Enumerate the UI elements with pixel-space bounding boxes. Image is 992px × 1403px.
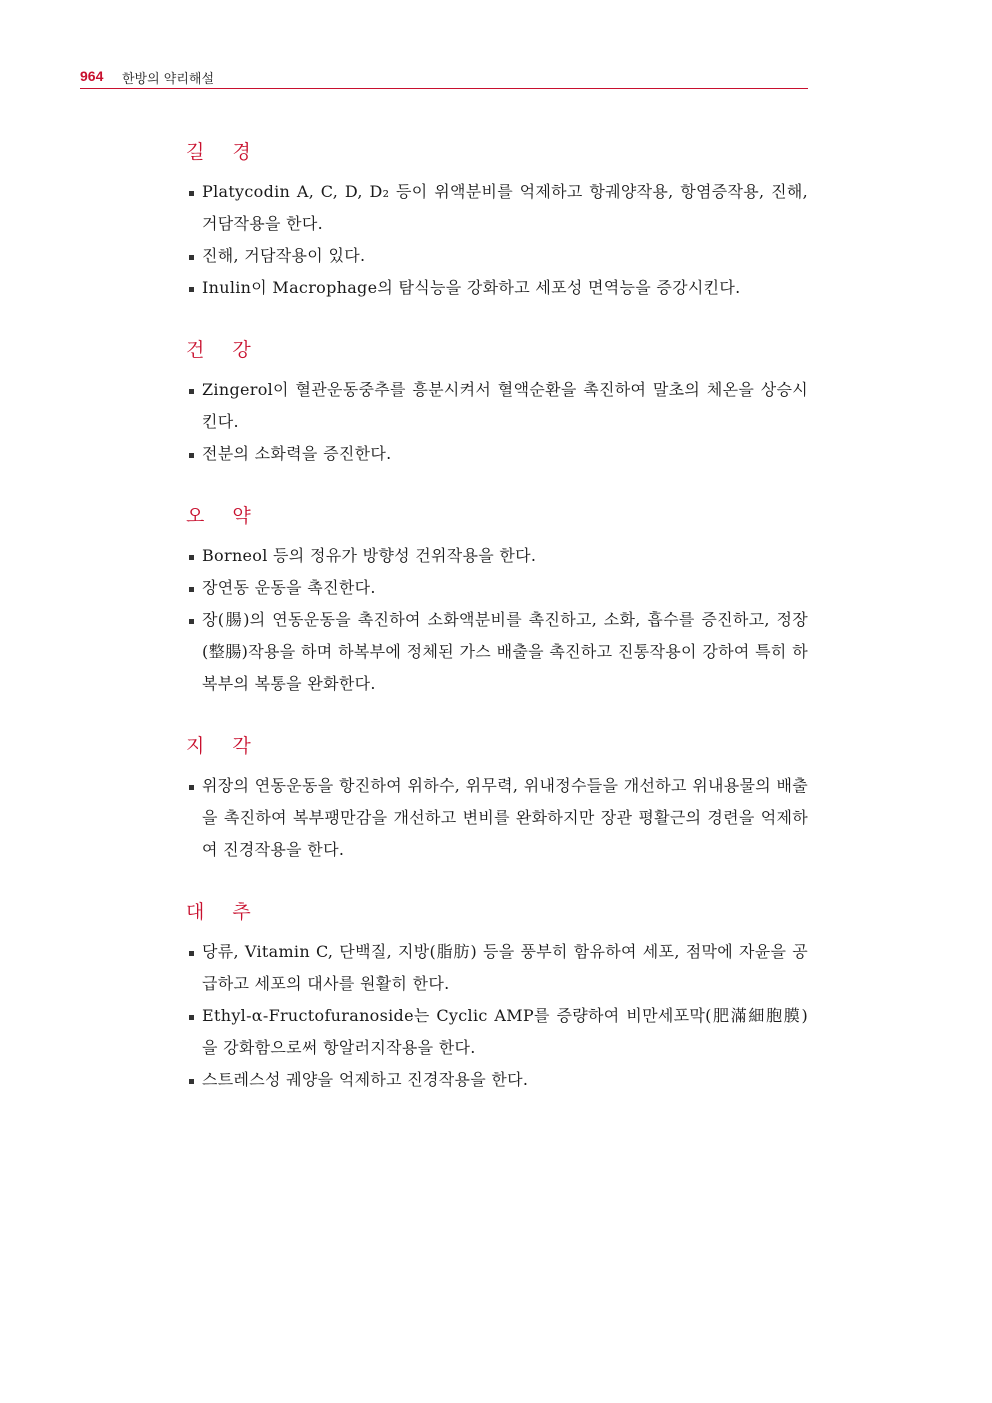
page-content [186,136,808,1126]
page-header [80,64,808,89]
section-gilgyeong [186,136,808,304]
page-number: 964 [80,68,104,84]
list-item: 진해, 거담작용이 있다. [186,240,808,272]
running-title: 한방의 약리해설 [122,72,215,87]
bullet-list [186,540,808,700]
bullet-list [186,374,808,470]
section-title: 오 약 [186,505,262,527]
bullet-list [186,770,808,866]
list-item: Inulin이 Macrophage의 탐식능을 강화하고 세포성 면역능을 증강시킨다. [186,272,808,304]
list-item: Ethyl-α-Fructofuranoside는 Cyclic AMP를 증량하여 비만세포막(肥滿細胞膜)을 강화함으로써 항알러지작용을 한다. [186,1000,808,1064]
list-item: 스트레스성 궤양을 억제하고 진경작용을 한다. [186,1064,808,1096]
list-item: Borneol 등의 정유가 방향성 건위작용을 한다. [186,540,808,572]
section-title: 지 각 [186,735,262,757]
list-item: 당류, Vitamin C, 단백질, 지방(脂肪) 등을 풍부히 함유하여 세포, 점막에 자윤을 공급하고 세포의 대사를 원활히 한다. [186,936,808,1000]
list-item: Platycodin A, C, D, D₂ 등이 위액분비를 억제하고 항궤양작용, 항염증작용, 진해, 거담작용을 한다. [186,176,808,240]
section-oyak [186,500,808,700]
list-item: 전분의 소화력을 증진한다. [186,438,808,470]
list-item: 장(腸)의 연동운동을 촉진하여 소화액분비를 촉진하고, 소화, 흡수를 증진하고, 정장(整腸)작용을 하며 하복부에 정체된 가스 배출을 촉진하고 진통작용이 강하여 특히 하복부의 복통을 완화한다. [186,604,808,700]
section-title: 대 추 [186,901,262,923]
section-jigak [186,730,808,866]
bullet-list [186,176,808,304]
section-title: 건 강 [186,339,262,361]
bullet-list [186,936,808,1096]
list-item: Zingerol이 혈관운동중추를 흥분시켜서 혈액순환을 촉진하여 말초의 체온을 상승시킨다. [186,374,808,438]
section-geongang [186,334,808,470]
list-item: 위장의 연동운동을 항진하여 위하수, 위무력, 위내정수들을 개선하고 위내용물의 배출을 촉진하여 복부팽만감을 개선하고 변비를 완화하지만 장관 평활근의 경련을 억제하여 진경작용을 한다. [186,770,808,866]
list-item: 장연동 운동을 촉진한다. [186,572,808,604]
section-daechu [186,896,808,1096]
section-title: 길 경 [186,141,262,163]
